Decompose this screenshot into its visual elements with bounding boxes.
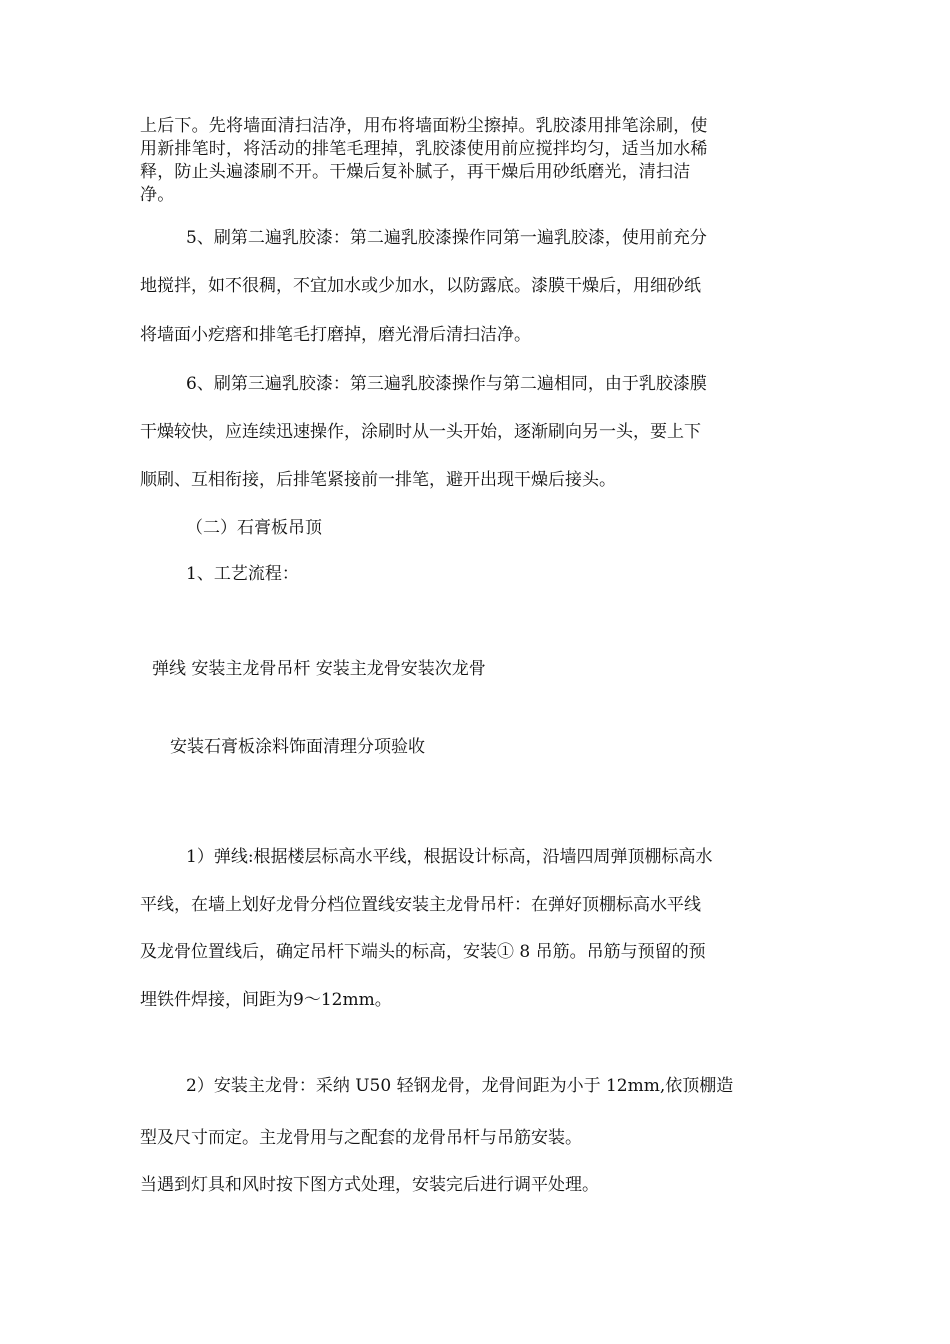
paragraph-line: 顺刷、互相衔接，后排笔紧接前一排笔，避开出现干燥后接头。: [140, 470, 616, 490]
paragraph-line: 当遇到灯具和风时按下图方式处理，安装完后进行调平处理。: [140, 1175, 599, 1195]
paragraph-line: 5、刷第二遍乳胶漆：第二遍乳胶漆操作同第一遍乳胶漆，使用前充分: [186, 228, 707, 248]
process-flow-row: 安装石膏板涂料饰面清理分项验收: [170, 737, 425, 757]
paragraph-line: 平线，在墙上划好龙骨分档位置线安装主龙骨吊杆：在弹好顶棚标高水平线: [140, 895, 701, 915]
paragraph-line: 上后下。先将墙面清扫洁净，用布将墙面粉尘擦掉。乳胶漆用排笔涂刷，使: [140, 116, 708, 136]
paragraph-line: 净。: [140, 185, 175, 205]
paragraph-line: 释，防止头遍漆刷不开。干燥后复补腻子，再干燥后用砂纸磨光，清扫洁: [140, 162, 691, 182]
section-heading: （二）石膏板吊顶: [186, 518, 322, 538]
paragraph-line: 干燥较快，应连续迅速操作，涂刷时从一头开始，逐渐刷向另一头，要上下: [140, 422, 701, 442]
paragraph-line: 地搅拌，如不很稠，不宜加水或少加水，以防露底。漆膜干燥后，用细砂纸: [140, 276, 701, 296]
paragraph-line: 用新排笔时，将活动的排笔毛理掉，乳胶漆使用前应搅拌均匀，适当加水稀: [140, 139, 708, 159]
paragraph-line: 1）弹线:根据楼层标高水平线，根据设计标高，沿墙四周弹顶棚标高水: [186, 847, 713, 867]
step-heading: 1、工艺流程：: [186, 564, 299, 584]
paragraph-line: 2）安装主龙骨：采纳 U50 轻钢龙骨，龙骨间距为小于 12mm,依顶棚造: [186, 1076, 734, 1096]
process-flow-row: 弹线 安装主龙骨吊杆 安装主龙骨安装次龙骨: [152, 659, 486, 679]
paragraph-line: 埋铁件焊接，间距为9〜12mm。: [140, 990, 392, 1010]
paragraph-line: 6、刷第三遍乳胶漆：第三遍乳胶漆操作与第二遍相同，由于乳胶漆膜: [186, 374, 707, 394]
paragraph-line: 型及尺寸而定。主龙骨用与之配套的龙骨吊杆与吊筋安装。: [140, 1128, 582, 1148]
paragraph-line: 将墙面小疙瘩和排笔毛打磨掉，磨光滑后清扫洁净。: [140, 325, 531, 345]
paragraph-line: 及龙骨位置线后，确定吊杆下端头的标高，安装① 8 吊筋。吊筋与预留的预: [140, 942, 706, 962]
